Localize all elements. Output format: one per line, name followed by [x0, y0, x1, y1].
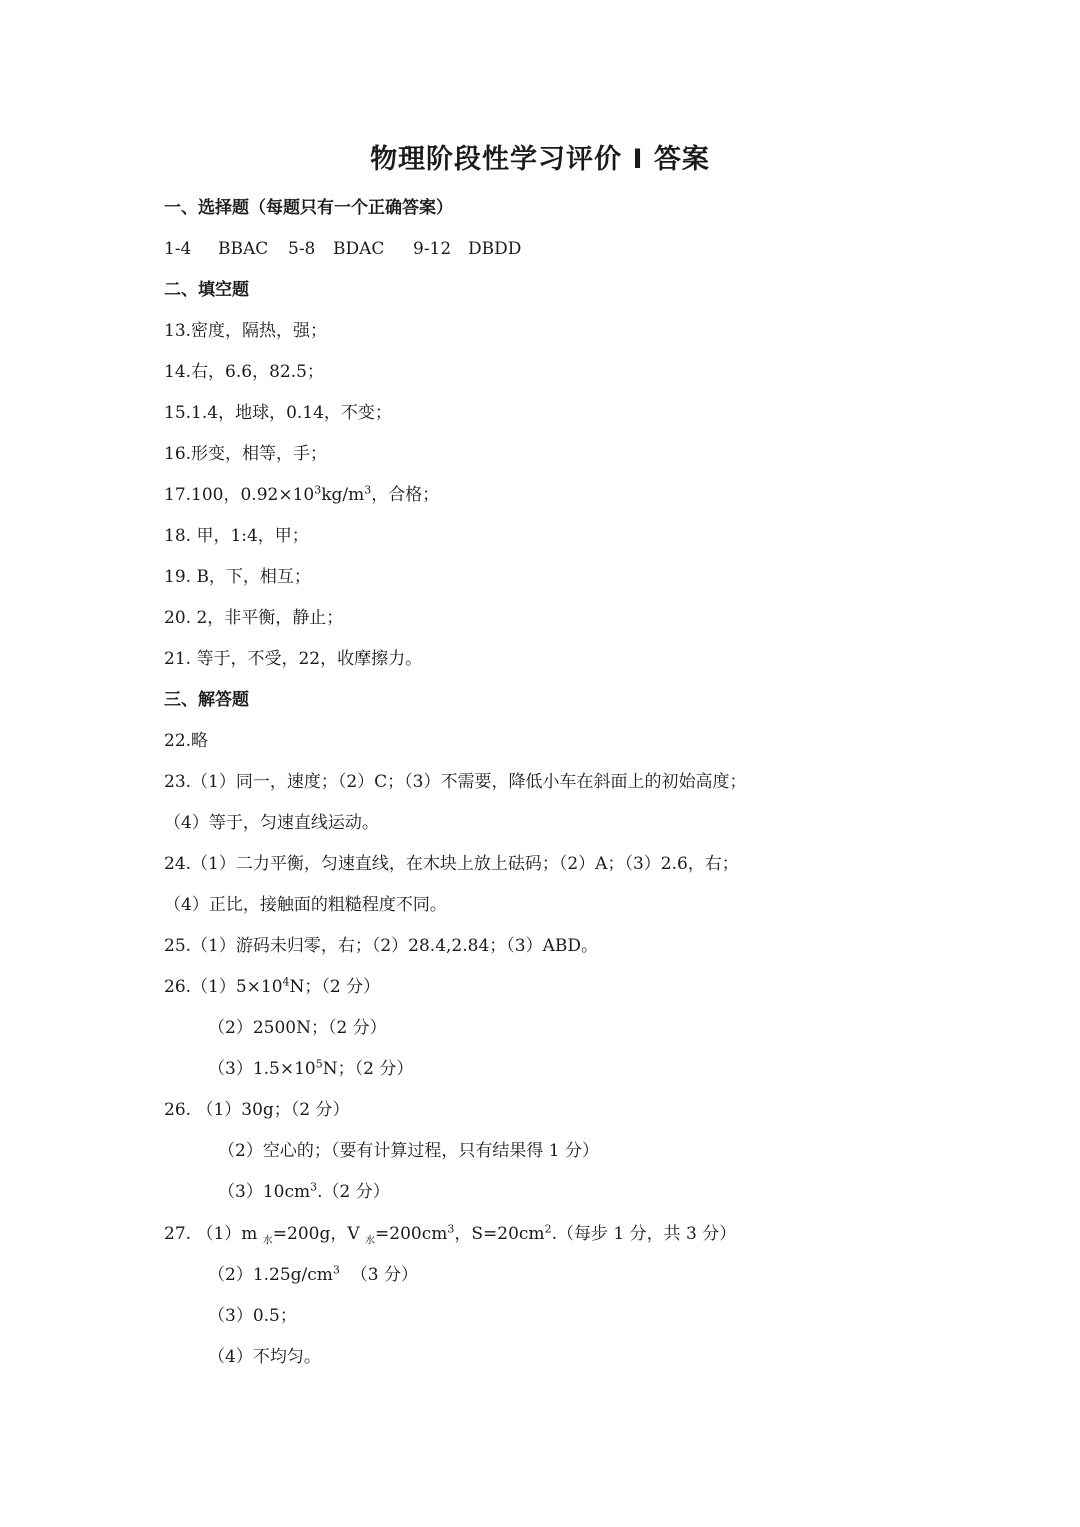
- answer-27-part-2: [208, 1261, 418, 1289]
- choice-answers-1: BBAC: [218, 239, 269, 259]
- answer-27-1-e: .（每步 1 分，共 3 分）: [551, 1224, 737, 1244]
- section-heading-fill: 二、填空题: [164, 280, 249, 300]
- answer-17-exp-1: 3: [314, 483, 322, 497]
- answer-26a-part-3: [208, 1055, 413, 1083]
- choice-answers-row: [164, 235, 521, 263]
- answer-27-2-text: （2）1.25g/cm: [208, 1265, 333, 1285]
- answer-27-1-a: 27. （1）m: [164, 1224, 263, 1244]
- answer-17-part-b: kg/m: [321, 485, 365, 505]
- page-title: 物理阶段性学习评价 I 答案: [370, 144, 710, 175]
- choice-answers-2: BDAC: [333, 239, 385, 259]
- answer-25: 25.（1）游码未归零，右；（2）28.4,2.84；（3）ABD。: [164, 936, 598, 956]
- answer-24-line-2: （4）正比，接触面的粗糙程度不同。: [164, 895, 447, 915]
- answer-27-part-4: （4）不均匀。: [208, 1347, 321, 1367]
- answer-16: 16.形变，相等，手；: [164, 444, 328, 464]
- answer-26b-part-2: （2）空心的；（要有计算过程，只有结果得 1 分）: [218, 1141, 599, 1161]
- answer-26b-part-3: [218, 1178, 390, 1206]
- answer-26b-3-exp: 3: [310, 1180, 318, 1194]
- answer-26a-3-unit: N；（2 分）: [322, 1059, 414, 1079]
- answer-13: 13.密度，隔热，强；: [164, 321, 328, 341]
- answer-27-1-c: =200cm: [375, 1224, 448, 1244]
- choice-range-1: 1-4: [164, 239, 192, 259]
- answer-27-2-exp: 3: [332, 1263, 340, 1277]
- answer-22: 22.略: [164, 731, 209, 751]
- answer-26b-part-1: 26. （1）30g；（2 分）: [164, 1100, 350, 1120]
- answer-20: 20. 2，非平衡，静止；: [164, 608, 344, 628]
- answer-14: 14.右，6.6，82.5；: [164, 362, 324, 382]
- answer-26a-part-2: （2）2500N；（2 分）: [208, 1018, 387, 1038]
- answer-26a-1-text: 26.（1）5×10: [164, 977, 283, 997]
- answer-19: 19. B，下，相互；: [164, 567, 311, 587]
- answer-27-1-exp-1: 3: [447, 1222, 455, 1236]
- answer-26b-3-text: （3）10cm: [218, 1182, 311, 1202]
- answer-24-line-1: 24.（1）二力平衡，匀速直线，在木块上放上砝码；（2）A；（3）2.6，右；: [164, 854, 739, 874]
- answer-17-part-a: 17.100，0.92×10: [164, 485, 315, 505]
- answer-18: 18. 甲，1:4，甲；: [164, 526, 309, 546]
- answer-27-1-sub-1: 水: [262, 1235, 273, 1247]
- answer-26a-part-1: [164, 973, 380, 1001]
- answer-27-1-exp-2: 2: [544, 1222, 552, 1236]
- answer-26a-3-exp: 5: [315, 1057, 323, 1071]
- answer-27-1-sub-2: 水: [365, 1235, 376, 1247]
- choice-range-3: 9-12: [413, 239, 452, 259]
- answer-26a-3-text: （3）1.5×10: [208, 1059, 316, 1079]
- choice-range-2: 5-8: [288, 239, 316, 259]
- answer-15: 15.1.4，地球，0.14，不变；: [164, 403, 392, 423]
- answer-27-1-b: =200g，V: [272, 1224, 366, 1244]
- answer-26b-3-score: .（2 分）: [317, 1182, 390, 1202]
- answer-27-part-1: [164, 1220, 736, 1248]
- answer-23-line-2: （4）等于，匀速直线运动。: [164, 813, 379, 833]
- answer-27-1-d: ，S=20cm: [454, 1224, 545, 1244]
- section-heading-choice: 一、选择题（每题只有一个正确答案）: [164, 198, 453, 218]
- answer-26a-1-unit: N；（2 分）: [289, 977, 381, 997]
- section-heading-solve: 三、解答题: [164, 690, 249, 710]
- answer-17-part-c: ，合格；: [371, 485, 440, 505]
- answer-21: 21. 等于，不受，22，收摩擦力。: [164, 649, 423, 669]
- answer-27-2-score: （3 分）: [339, 1265, 418, 1285]
- answer-26a-1-exp: 4: [282, 975, 290, 989]
- answer-17: [164, 481, 439, 509]
- answer-27-part-3: （3）0.5；: [208, 1306, 297, 1326]
- choice-answers-3: DBDD: [468, 239, 522, 259]
- answer-23-line-1: 23.（1）同一，速度；（2）C；（3）不需要，降低小车在斜面上的初始高度；: [164, 772, 747, 792]
- answer-17-exp-2: 3: [364, 483, 372, 497]
